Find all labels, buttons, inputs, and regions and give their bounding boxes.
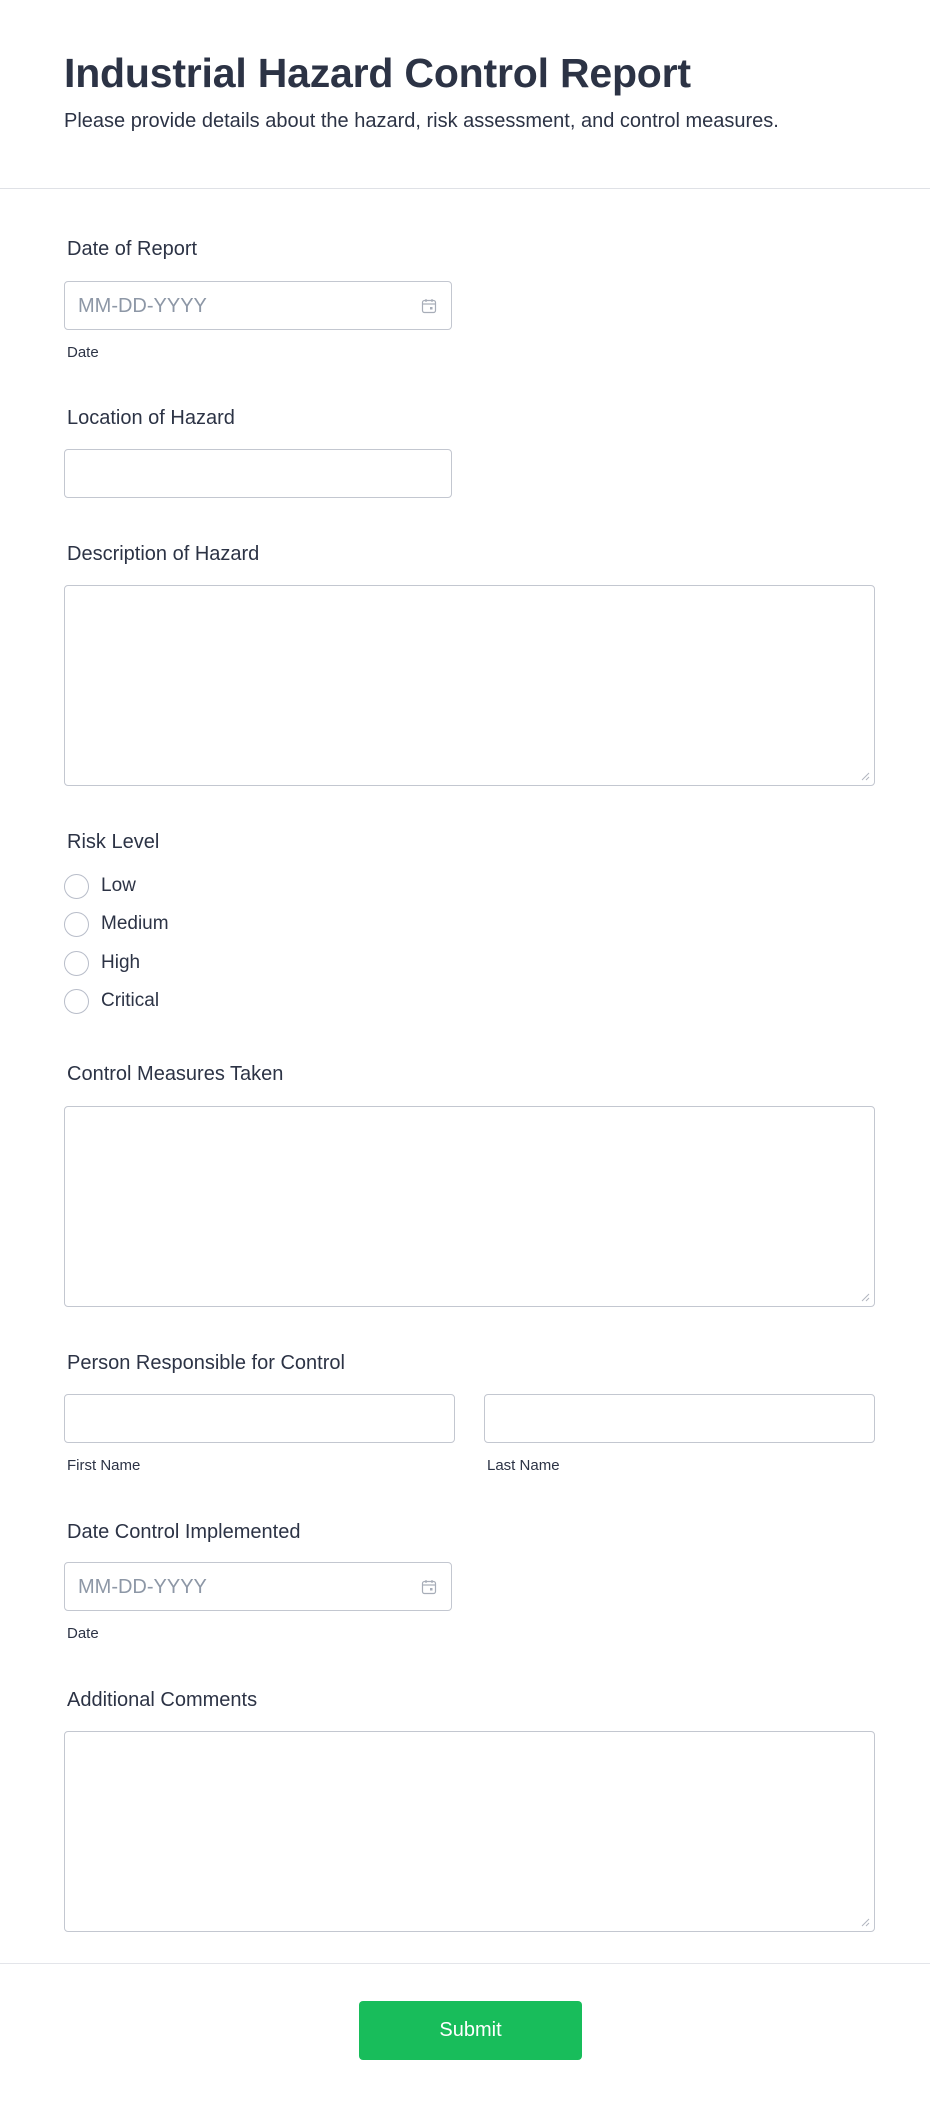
comments-textarea[interactable] [64,1731,875,1932]
control-measures-label: Control Measures Taken [67,1063,284,1085]
date-implemented-label: Date Control Implemented [67,1521,301,1543]
calendar-icon[interactable] [421,1579,437,1595]
comments-label: Additional Comments [67,1689,258,1711]
first-name-input[interactable] [64,1394,455,1443]
date-of-report-label: Date of Report [67,238,198,260]
date-of-report-input[interactable] [64,281,452,330]
radio-button[interactable] [64,989,89,1014]
radio-button[interactable] [64,874,89,899]
form-subtitle: Please provide details about the hazard, risk assessment, and control measures. [64,110,779,132]
calendar-icon[interactable] [421,298,437,314]
radio-button[interactable] [64,951,89,976]
date-implemented-input[interactable] [64,1562,452,1611]
date-implemented-sublabel: Date [67,1625,99,1642]
date-of-report-placeholder: MM-DD-YYYY [78,295,207,317]
radio-label: High [101,952,141,973]
person-responsible-label: Person Responsible for Control [67,1352,345,1374]
submit-button[interactable]: Submit [359,2001,582,2060]
description-label: Description of Hazard [67,543,260,565]
date-implemented-placeholder: MM-DD-YYYY [78,1576,207,1598]
radio-label: Low [101,875,136,896]
resize-grip-icon[interactable] [861,772,870,781]
form-header [0,0,930,189]
resize-grip-icon[interactable] [861,1293,870,1302]
first-name-sublabel: First Name [67,1457,141,1474]
radio-label: Medium [101,913,169,934]
form-title: Industrial Hazard Control Report [64,50,691,96]
radio-label: Critical [101,990,160,1011]
radio-button[interactable] [64,912,89,937]
location-input[interactable] [64,449,452,498]
risk-level-label: Risk Level [67,831,160,853]
control-measures-textarea[interactable] [64,1106,875,1307]
description-textarea[interactable] [64,585,875,786]
date-of-report-sublabel: Date [67,344,99,361]
location-label: Location of Hazard [67,407,235,429]
last-name-sublabel: Last Name [487,1457,560,1474]
resize-grip-icon[interactable] [861,1918,870,1927]
last-name-input[interactable] [484,1394,875,1443]
